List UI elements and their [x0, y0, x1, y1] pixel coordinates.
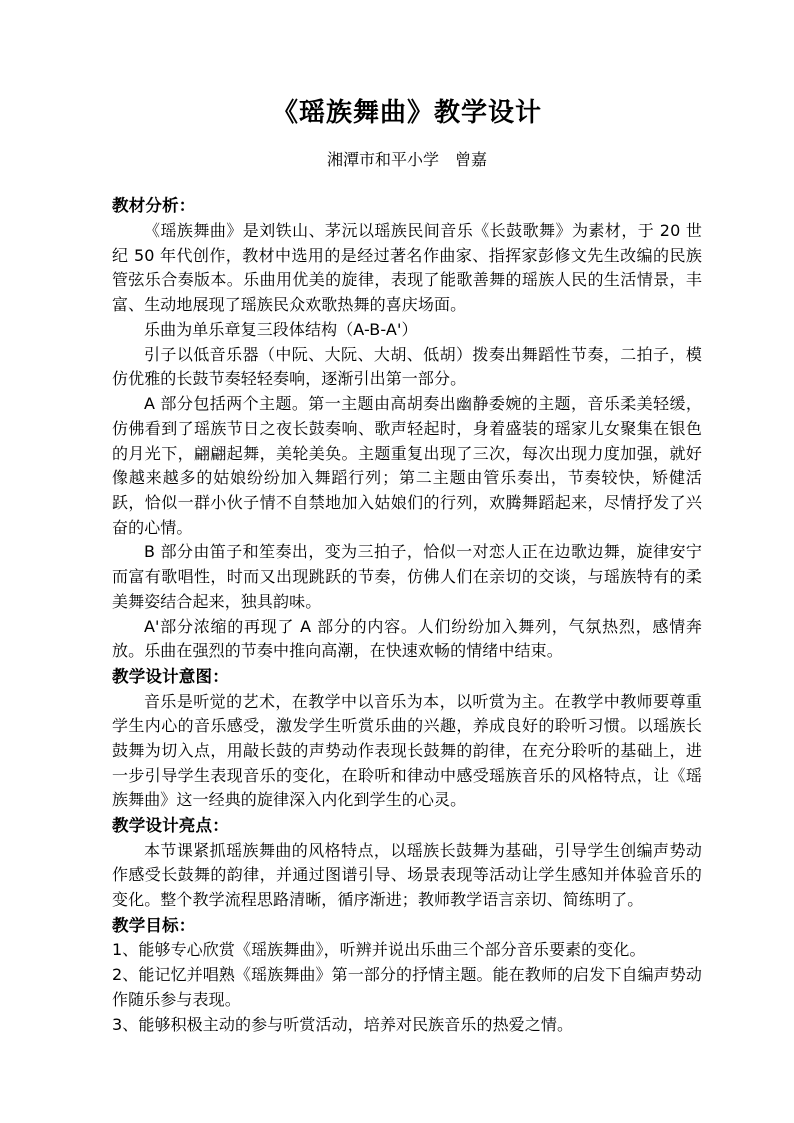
section-heading: 教学设计意图： [112, 666, 229, 686]
paragraph: A'部分浓缩的再现了 A 部分的内容。人们纷纷加入舞列，气氛热烈，感情奔放。乐曲在强烈的节奏中推向高潮，在快速欢畅的情绪中结束。 [112, 616, 702, 661]
document-body [112, 0, 702, 1037]
paragraph: B 部分由笛子和笙奏出，变为三拍子，恰似一对恋人正在边歌边舞，旋律安宁而富有歌唱性，时而又出现跳跃的节奏，仿佛人们在亲切的交谈，与瑶族特有的柔美舞姿结合起来，独具韵味。 [112, 542, 702, 611]
paragraph: 乐曲为单乐章复三段体结构（A-B-A'） [144, 319, 418, 339]
document-byline: 湘潭市和平小学 曾嘉 [326, 150, 487, 170]
paragraph: 引子以低音乐器（中阮、大阮、大胡、低胡）拨奏出舞蹈性节奏，二拍子，模仿优雅的长鼓节奏轻轻奏响，逐渐引出第一部分。 [112, 344, 702, 389]
list-item: 1、能够专心欣赏《瑶族舞曲》，听辨并说出乐曲三个部分音乐要素的变化。 [112, 940, 646, 960]
section-heading: 教学目标： [112, 915, 196, 935]
page-title: 《瑶族舞曲》教学设计 [271, 98, 542, 128]
list-item: 2、能记忆并唱熟《瑶族舞曲》第一部分的抒情主题。能在教师的启发下自编声势动作随乐参与表现。 [112, 965, 702, 1009]
section-teaching-objectives [112, 913, 702, 1037]
section-design-highlights [112, 813, 702, 913]
section-design-intent [112, 664, 702, 813]
section-heading: 教学设计亮点： [112, 816, 229, 836]
section-heading: 教材分析： [112, 196, 196, 216]
paragraph: 音乐是听觉的艺术，在教学中以音乐为本，以听赏为主。在教学中教师要尊重学生内心的音乐感受，激发学生听赏乐曲的兴趣，养成良好的聆听习惯。以瑶族长鼓舞为切入点，用敲长鼓的声势动作表现长鼓舞的韵律，在充分聆听的基础上，进一步引导学生表现音乐的变化，在聆听和律动中感受瑶族音乐的风格特点，让《瑶族舞曲》这一经典的旋律深入内化到学生的心灵。 [112, 691, 702, 810]
paragraph: 本节课紧抓瑶族舞曲的风格特点，以瑶族长鼓舞为基础，引导学生创编声势动作感受长鼓舞的韵律，并通过图谱引导、场景表现等活动让学生感知并体验音乐的变化。整个教学流程思路清晰，循序渐进；教师教学语言亲切、简练明了。 [112, 840, 702, 910]
list-item: 3、能够积极主动的参与听赏活动，培养对民族音乐的热爱之情。 [112, 1014, 574, 1034]
paragraph: 《瑶族舞曲》是刘铁山、茅沅以瑶族民间音乐《长鼓歌舞》为素材，于 20 世纪 50 年代创作，教材中选用的是经过著名作曲家、指挥家彭修文先生改编的民族管弦乐合奏版本。乐曲用优美的旋律，表现了能歌善舞的瑶族人民的生活情景，丰富、生动地展现了瑶族民众欢歌热舞的喜庆场面。 [112, 221, 702, 315]
paragraph: A 部分包括两个主题。第一主题由高胡奏出幽静委婉的主题，音乐柔美轻缓，仿佛看到了瑶族节日之夜长鼓奏响、歌声轻起时，身着盛装的瑶家儿女聚集在银色的月光下，翩翩起舞，美轮美奂。主题重复出现了三次，每次出现力度加强，就好像越来越多的姑娘纷纷加入舞蹈行列；第二主题由管乐奏出，节奏较快，矫健活跃，恰似一群小伙子情不自禁地加入姑娘们的行列，欢腾舞蹈起来，尽情抒发了兴奋的心情。 [112, 394, 702, 537]
section-teaching-material-analysis [112, 171, 702, 664]
